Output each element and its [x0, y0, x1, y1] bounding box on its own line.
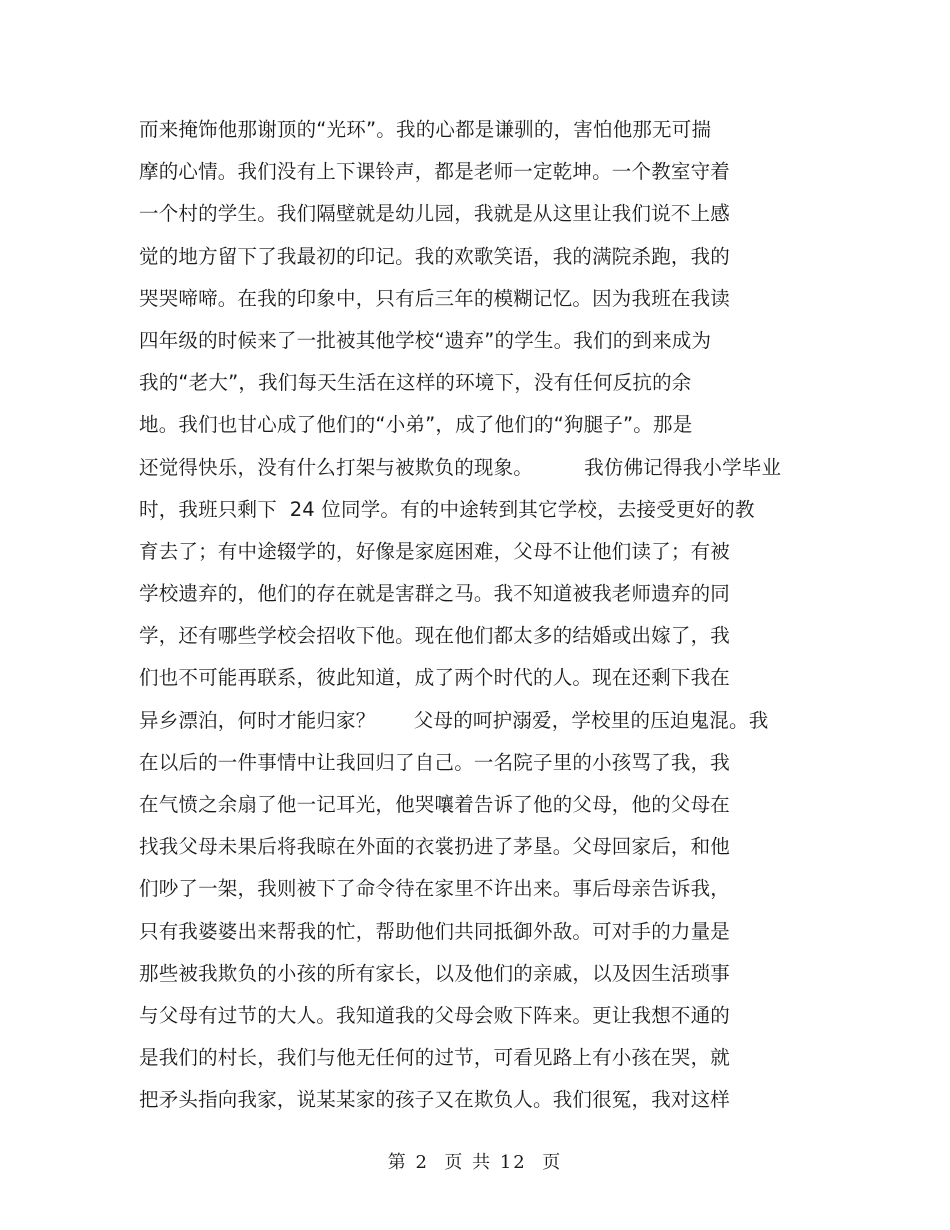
text-line: 学，还有哪些学校会招收下他。现在他们都太多的结婚或出嫁了，我	[139, 624, 731, 648]
text-line: 一个村的学生。我们隔壁就是幼儿园，我就是从这里让我们说不上感	[139, 202, 731, 226]
text-line: 我的“老大”，我们每天生活在这样的环境下，没有任何反抗的余	[139, 371, 692, 395]
text-line: 觉的地方留下了我最初的印记。我的欢歌笑语，我的满院杀跑，我的	[139, 244, 731, 268]
text-line: 异乡漂泊，何时才能归家？ 父母的呵护溺爱，学校里的压迫鬼混。我	[139, 708, 769, 732]
text-line: 四年级的时候来了一批被其他学校“遗弃”的学生。我们的到来成为	[139, 328, 712, 352]
text-line: 地。我们也甘心成了他们的“小弟”，成了他们的“狗腿子”。那是	[139, 413, 693, 437]
text-line: 们也不可能再联系，彼此知道，成了两个时代的人。现在还剩下我在	[139, 666, 731, 690]
text-line: 只有我婆婆出来帮我的忙，帮助他们共同抵御外敌。可对手的力量是	[139, 919, 731, 943]
page-number-footer: 第 2 页 共 12 页	[387, 1152, 563, 1173]
text-line: 育去了；有中途辍学的，好像是家庭困难，父母不让他们读了；有被	[139, 539, 731, 563]
text-line: 把矛头指向我家，说某某家的孩子又在欺负人。我们很冤，我对这样	[139, 1088, 731, 1112]
text-line: 们吵了一架，我则被下了命令待在家里不许出来。事后母亲告诉我，	[139, 877, 731, 901]
text-line: 哭哭啼啼。在我的印象中，只有后三年的模糊记忆。因为我班在我读	[139, 286, 731, 310]
text-line: 学校遗弃的，他们的存在就是害群之马。我不知道被我老师遗弃的同	[139, 582, 731, 606]
body-text	[139, 113, 819, 1126]
text-line: 还觉得快乐，没有什么打架与被欺负的现象。 我仿佛记得我小学毕业	[139, 455, 782, 479]
text-line: 是我们的村长，我们与他无任何的过节，可看见路上有小孩在哭，就	[139, 1046, 731, 1070]
text-line: 摩的心情。我们没有上下课铃声，都是老师一定乾坤。一个教室守着	[139, 160, 731, 184]
text-line: 在以后的一件事情中让我回归了自己。一名院子里的小孩骂了我，我	[139, 750, 731, 774]
text-line: 而来掩饰他那谢顶的“光环”。我的心都是谦驯的，害怕他那无可揣	[139, 118, 712, 141]
text-line: 与父母有过节的大人。我知道我的父母会败下阵来。更让我想不通的	[139, 1003, 731, 1027]
text-line: 在气愤之余扇了他一记耳光，他哭嚷着告诉了他的父母，他的父母在	[139, 793, 731, 816]
text-line: 找我父母未果后将我晾在外面的衣裳扔进了茅垦。父母回家后，和他	[139, 835, 731, 859]
text-line: 时，我班只剩下 24 位同学。有的中途转到其它学校，去接受更好的教	[139, 497, 755, 521]
text-line: 那些被我欺负的小孩的所有家长，以及他们的亲戚，以及因生活琐事	[139, 961, 731, 985]
